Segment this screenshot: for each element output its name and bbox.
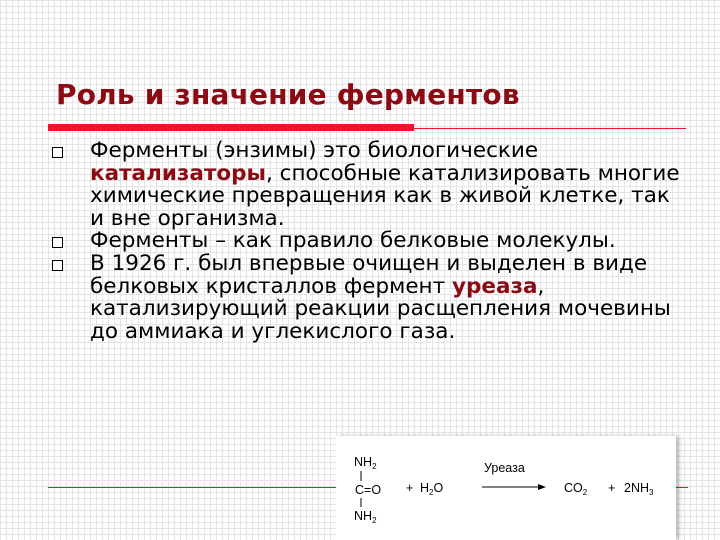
- bullet-text: , катализирующий реакции расщепления мочевины до аммиака и углекислого газа.: [90, 273, 671, 344]
- plus-sign: +: [406, 481, 414, 495]
- plus-sign: +: [608, 481, 616, 495]
- reaction-scheme: [336, 436, 676, 540]
- hollow-square-bullet-icon: [52, 147, 63, 158]
- product-ammonia: $2NH_3$: [624, 481, 654, 497]
- slide-title: Роль и значение ферментов: [56, 78, 520, 111]
- bullet-list: [52, 140, 682, 343]
- hollow-square-bullet-icon: [52, 237, 63, 248]
- bullet-text: Ферменты (энзимы) это биологические: [90, 138, 539, 163]
- bullet-item-enzymes-catalysts: [52, 140, 682, 230]
- urea-top-amine: $NH_2$: [354, 455, 377, 471]
- enzyme-label: Уреаза: [484, 461, 525, 475]
- bullet-text: , способные катализировать многие химические превращения как в живой клетке, так и вне организма.: [90, 160, 680, 231]
- product-carbon-dioxide: $CO_2$: [564, 481, 588, 497]
- urea-carbonyl: C=O: [355, 483, 382, 497]
- reaction-arrow-head-icon: [538, 484, 546, 490]
- bullet-text: В 1926 г. был впервые очищен и выделен в виде белковых кристаллов фермент: [90, 250, 648, 299]
- bullet-highlight-urease: уреаза: [451, 273, 538, 299]
- urea-bottom-amine: $NH_2$: [354, 509, 377, 525]
- title-underline-thin: [414, 128, 686, 129]
- bullet-item-protein-molecules: [52, 230, 682, 253]
- bullet-text: Ферменты – как правило белковые молекулы.: [90, 228, 616, 254]
- bullet-highlight-catalysts: катализаторы: [90, 160, 266, 186]
- bullet-item-urease-1926: [52, 250, 682, 344]
- water-molecule: $H_2O$: [420, 481, 444, 497]
- title-underline-thick: [48, 124, 414, 131]
- hollow-square-bullet-icon: [52, 260, 63, 271]
- urea-hydrolysis-reaction-image: [336, 436, 676, 540]
